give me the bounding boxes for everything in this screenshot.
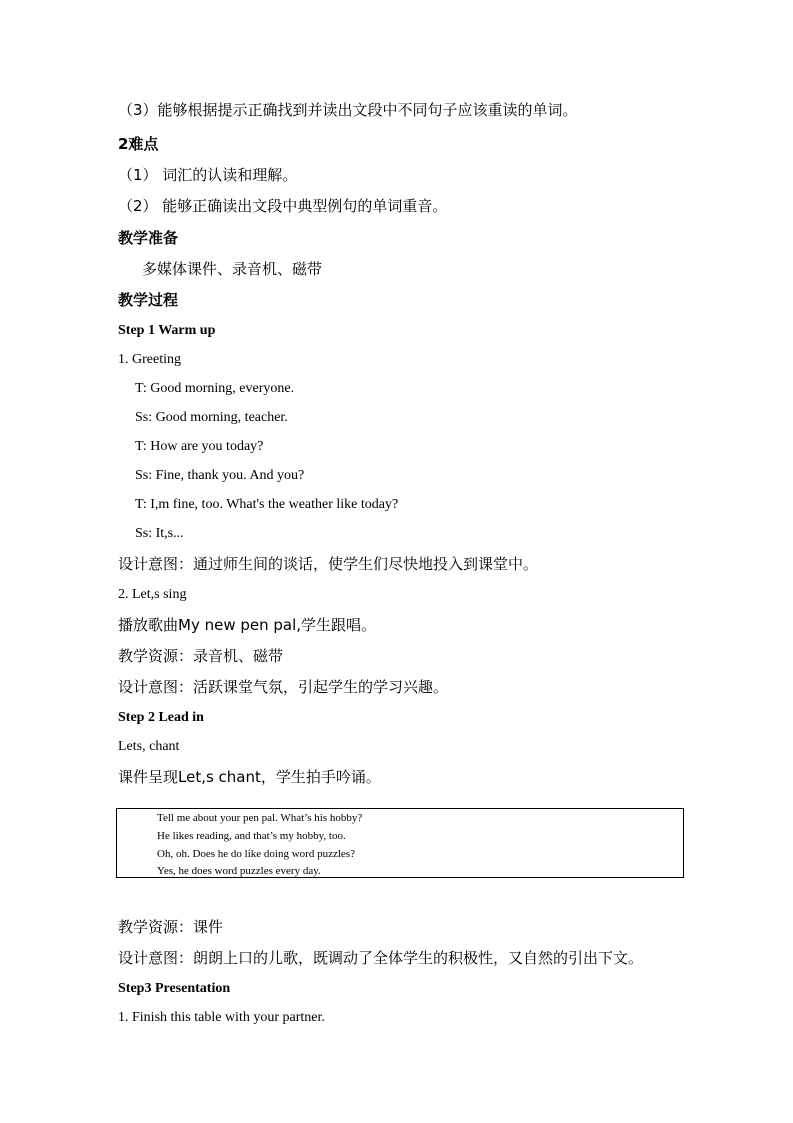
dialogue-line: Ss: Fine, thank you. And you? — [135, 468, 305, 483]
chant-text-box — [116, 808, 684, 878]
dialogue-line: T: Good morning, everyone. — [135, 381, 295, 396]
chant-description: 课件呈现Let,s chant，学生拍手吟诵。 — [118, 768, 381, 786]
difficulty-item-2: （2） 能够正确读出文段中典型例句的单词重音。 — [118, 197, 448, 215]
dialogue-line: T: I,m fine, too. What's the weather like today? — [135, 497, 399, 512]
process-heading: 教学过程 — [118, 291, 179, 309]
chant-line: Oh, oh. Does he do like doing word puzzles? — [157, 848, 355, 860]
sing-description: 播放歌曲My new pen pal,学生跟唱。 — [118, 616, 377, 634]
preparation-heading: 教学准备 — [118, 229, 179, 247]
dialogue-line: Ss: Good morning, teacher. — [135, 410, 288, 425]
step2-intent: 设计意图：朗朗上口的儿歌，既调动了全体学生的积极性，又自然的引出下文。 — [118, 949, 644, 967]
preparation-content: 多媒体课件、录音机、磁带 — [142, 260, 323, 278]
step1-heading: Step 1 Warm up — [118, 323, 216, 338]
objective-item-3: （3）能够根据提示正确找到并读出文段中不同句子应该重读的单词。 — [118, 101, 578, 119]
difficulties-heading: 2难点 — [118, 135, 159, 153]
chant-line: He likes reading, and that’s my hobby, too. — [157, 830, 346, 842]
step1-resources: 教学资源：录音机、磁带 — [118, 647, 284, 665]
dialogue-line: T: How are you today? — [135, 439, 264, 454]
chant-line: Yes, he does word puzzles every day. — [157, 865, 321, 877]
step2-heading: Step 2 Lead in — [118, 710, 204, 725]
step1-intent-1: 设计意图：通过师生间的谈话，使学生们尽快地投入到课堂中。 — [118, 555, 539, 573]
step1-intent-2: 设计意图：活跃课堂气氛，引起学生的学习兴趣。 — [118, 678, 449, 696]
chant-line: Tell me about your pen pal. What’s his hobby? — [157, 812, 363, 824]
sing-title: 2. Let,s sing — [118, 587, 187, 602]
difficulty-item-1: （1） 词汇的认读和理解。 — [118, 166, 298, 184]
greeting-title: 1. Greeting — [118, 352, 181, 367]
step3-heading: Step3 Presentation — [118, 981, 231, 996]
dialogue-line: Ss: It,s... — [135, 526, 184, 541]
step2-resources: 教学资源：课件 — [118, 918, 224, 936]
step3-item-1: 1. Finish this table with your partner. — [118, 1010, 325, 1025]
chant-title: Lets, chant — [118, 739, 180, 754]
